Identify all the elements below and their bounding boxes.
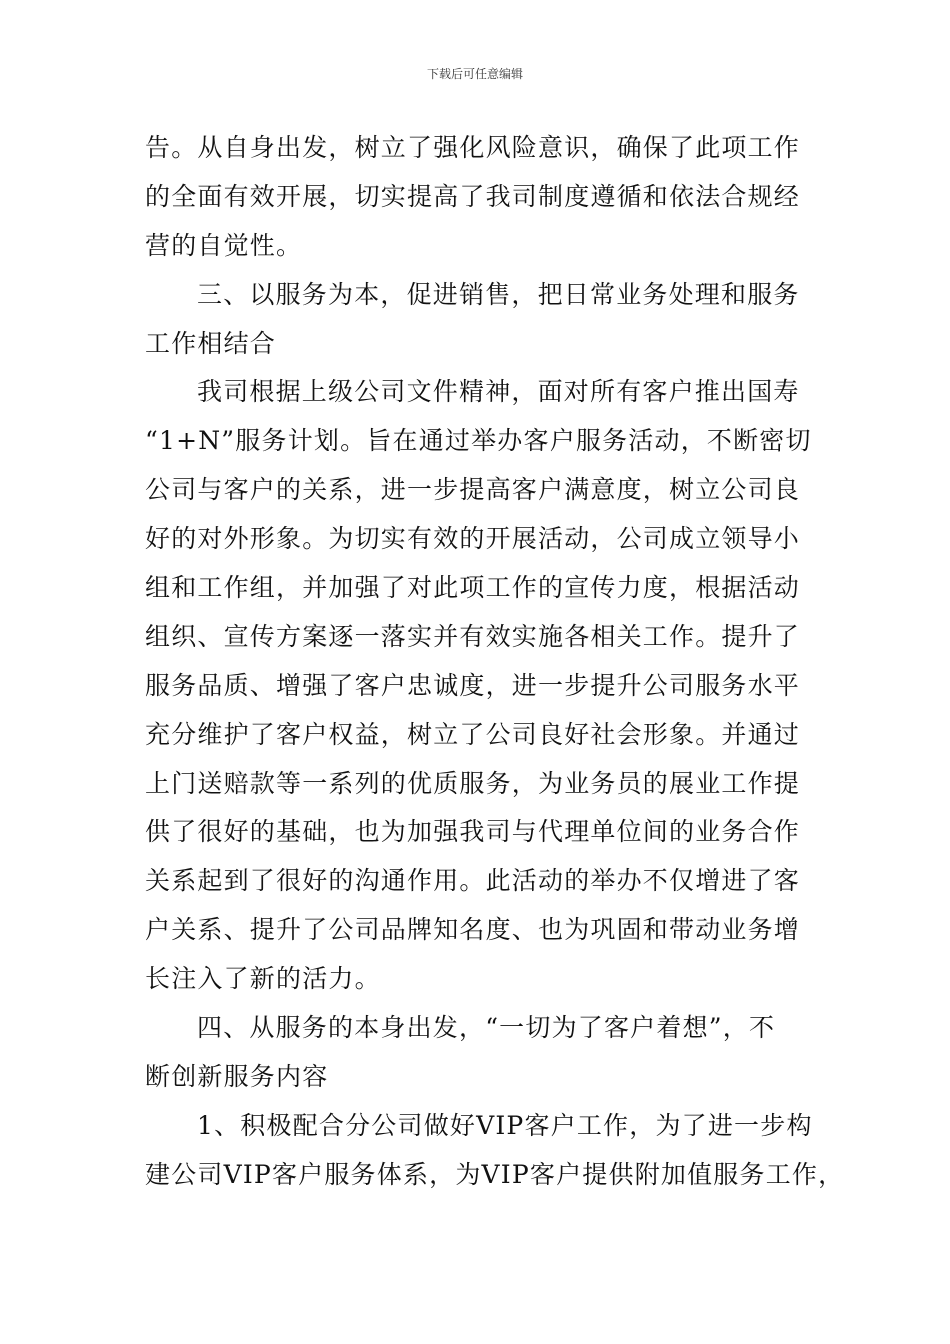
paragraph-line-1: 我司根据上级公司文件精神，面对所有客户推出国寿 bbox=[197, 377, 800, 407]
paragraph-line-13: 长注入了新的活力。 bbox=[145, 964, 381, 994]
section-heading-4-line-2: 断创新服务内容 bbox=[145, 1061, 329, 1091]
page-header-note: 下载后可任意编辑 bbox=[426, 67, 523, 81]
paragraph-line-6: 组织、宣传方案逐一落实并有效实施各相关工作。提升了 bbox=[145, 621, 801, 651]
paragraph-line-3: 公司与客户的关系，进一步提高客户满意度，树立公司良 bbox=[145, 475, 801, 505]
paragraph-line-7: 服务品质、增强了客户忠诚度，进一步提升公司服务水平 bbox=[145, 670, 801, 700]
paragraph-line-10: 供了很好的基础，也为加强我司与代理单位间的业务合作 bbox=[145, 817, 801, 847]
paragraph-line-12: 户关系、提升了公司品牌知名度、也为巩固和带动业务增 bbox=[145, 915, 801, 945]
section-heading-4-line-1: 四、从服务的本身出发，“一切为了客户着想”，不 bbox=[197, 1013, 776, 1043]
paragraph-line-5: 组和工作组，并加强了对此项工作的宣传力度，根据活动 bbox=[145, 573, 801, 603]
text-line-3: 营的自觉性。 bbox=[145, 230, 303, 260]
text-line-1: 告。从自身出发，树立了强化风险意识，确保了此项工作 bbox=[145, 133, 801, 162]
list-item-1-line-1: 1、积极配合分公司做好VIP客户工作，为了进一步构 bbox=[197, 1110, 813, 1140]
paragraph-line-8: 充分维护了客户权益，树立了公司良好社会形象。并通过 bbox=[145, 719, 801, 749]
paragraph-line-4: 好的对外形象。为切实有效的开展活动，公司成立领导小 bbox=[145, 524, 801, 554]
list-item-1-line-2: 建公司VIP客户服务体系，为VIP客户提供附加值服务工作， bbox=[145, 1159, 845, 1189]
section-heading-3-line-1: 三、以服务为本，促进销售，把日常业务处理和服务 bbox=[197, 279, 800, 309]
section-heading-3-line-2: 工作相结合 bbox=[145, 328, 277, 358]
paragraph-line-2: “1+N”服务计划。旨在通过举办客户服务活动，不断密切 bbox=[145, 426, 812, 456]
document-body bbox=[145, 124, 845, 1200]
paragraph-line-11: 关系起到了很好的沟通作用。此活动的举办不仅增进了客 bbox=[145, 866, 801, 896]
text-line-2: 的全面有效开展，切实提高了我司制度遵循和依法合规经 bbox=[145, 181, 801, 211]
paragraph-line-9: 上门送赔款等一系列的优质服务，为业务员的展业工作提 bbox=[145, 768, 801, 798]
